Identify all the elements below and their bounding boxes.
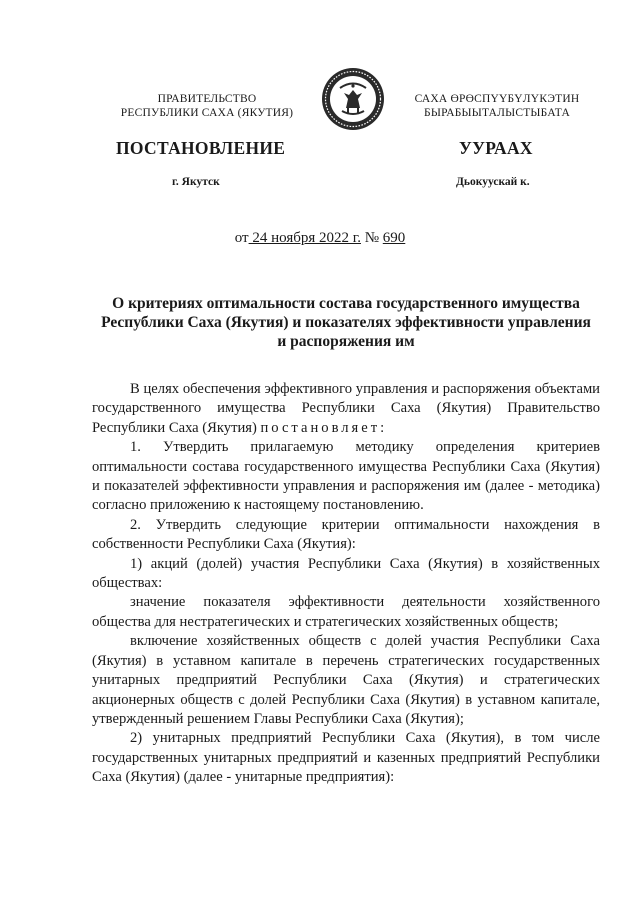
- paragraph-subitem-1: 1) акций (долей) участия Республики Саха (Якутия) в хозяйственных обществах:: [92, 555, 600, 592]
- preamble-text: В целях обеспечения эффективного управления и распоряжения объектами государственного имущества Республики Саха (Якутия) Правительство Республики Саха (Якутия): [92, 381, 600, 436]
- doc-type-yakut: УУРААХ: [459, 138, 533, 158]
- coat-of-arms-emblem-icon: [320, 66, 386, 132]
- header-right-block: [394, 92, 600, 120]
- paragraph-criterion-1: значение показателя эффективности деятельности хозяйственного общества для нестратегических и стратегических хозяйственных обществ;: [92, 594, 600, 630]
- resolution-word: постановляет:: [260, 419, 388, 436]
- paragraph-criterion-2: включение хозяйственных обществ с долей участия Республики Саха (Якутия) в уставном капитале в перечень стратегических государственных унитарных предприятий Республики Саха (Якутия) и стратегических акционерных обществ с долей Республики Саха (Якутия) в уставном капитале, утвержденный решением Главы Республики Саха (Якутия);: [92, 633, 600, 727]
- document-body: [92, 380, 600, 788]
- date-prefix: от: [234, 230, 249, 246]
- paragraph-item-1: 1. Утвердить прилагаемую методику определения критериев оптимальности состава государственного имущества Республики Саха (Якутия) и показателей эффективности управления и распоряжения им (далее - методика) согласно приложению к настоящему постановлению.: [92, 439, 600, 514]
- document-number: 690: [382, 230, 406, 246]
- document-title: [92, 294, 600, 351]
- doc-type-russian: ПОСТАНОВЛЕНИЕ: [116, 138, 286, 158]
- title-line-1: О критериях оптимальности состава государственного имущества: [112, 295, 580, 312]
- header-left-line-2: РЕСПУБЛИКИ САХА (ЯКУТИЯ): [120, 107, 294, 119]
- city-russian: г. Якутск: [172, 176, 220, 188]
- header-right-line-2: БЫРАБЫЫТАЛЫСТЫБАТА: [424, 107, 570, 119]
- number-sign: №: [360, 230, 383, 246]
- document-date-number: [0, 230, 640, 247]
- title-line-3: и распоряжения им: [277, 333, 415, 350]
- header-right-line-1: САХА ӨРӨСПҮҮБҮЛҮКЭТИН: [414, 93, 580, 105]
- header-left-block: [104, 92, 310, 120]
- paragraph-item-2: 2. Утвердить следующие критерии оптимальности нахождения в собственности Республики Саха (Якутия):: [92, 516, 600, 553]
- title-line-2: Республики Саха (Якутия) и показателях эффективности управления: [101, 314, 591, 331]
- paragraph-subitem-2: 2) унитарных предприятий Республики Саха (Якутия), в том числе государственных унитарных предприятий и казенных предприятий Республики Саха (Якутия) (далее - унитарные предприятия):: [92, 730, 600, 786]
- city-yakut: Дьокуускай к.: [456, 176, 530, 188]
- header-left-line-1: ПРАВИТЕЛЬСТВО: [157, 93, 257, 105]
- document-date: 24 ноября 2022 г.: [248, 230, 361, 246]
- paragraph-preamble: [92, 380, 600, 438]
